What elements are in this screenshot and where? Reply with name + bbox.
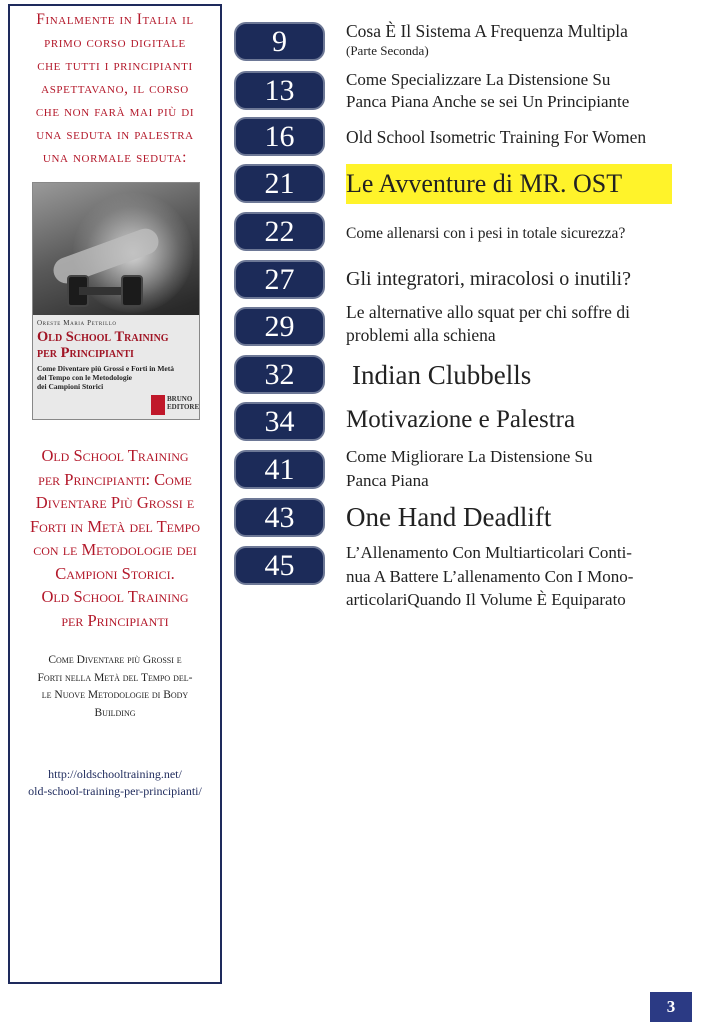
dumbbell-bar bbox=[79, 287, 123, 295]
book-subtitle-line: dei Campioni Storici bbox=[37, 382, 104, 391]
page-number-badge: 3 bbox=[650, 992, 692, 1022]
url-line[interactable]: http://oldschooltraining.net/ bbox=[48, 767, 182, 781]
toc-title[interactable] bbox=[352, 358, 531, 392]
description-line: per Principianti: Come bbox=[38, 469, 192, 489]
promo-line: una seduta in palestra bbox=[36, 126, 194, 143]
dumbbell-icon bbox=[121, 275, 143, 307]
toc-page-number[interactable]: 34 bbox=[234, 402, 325, 441]
description-line: Forti in Metà del Tempo bbox=[29, 516, 201, 536]
book-subtitle-line: del Tempo con le Metodologie bbox=[37, 373, 132, 382]
toc-title-line: Old School Isometric Training For Women bbox=[346, 127, 647, 147]
toc-title-line: problemi alla schiena bbox=[346, 325, 496, 345]
toc-page-number[interactable]: 9 bbox=[234, 22, 325, 61]
toc-title-line: Come Specializzare La Distensione Su bbox=[346, 70, 611, 89]
promo-line: aspettavano, il corso bbox=[41, 80, 189, 97]
toc-page-number[interactable]: 32 bbox=[234, 355, 325, 394]
toc-title[interactable] bbox=[346, 445, 592, 493]
toc-title-line: Le Avventure di MR. OST bbox=[346, 169, 623, 198]
toc-page-number[interactable]: 29 bbox=[234, 307, 325, 346]
toc-title-line: Indian Clubbells bbox=[352, 360, 532, 390]
publisher-logo bbox=[151, 395, 200, 415]
description-line: Old School Training bbox=[41, 446, 189, 465]
description-line: Old School Training bbox=[41, 587, 189, 606]
publisher-name-line: EDITORE bbox=[167, 403, 200, 411]
toc-title-line: Le alternative allo squat per chi soffre di bbox=[346, 302, 630, 322]
toc-title[interactable] bbox=[346, 301, 630, 347]
book-author: Oreste Maria Petrillo bbox=[37, 319, 117, 327]
toc-page-number[interactable]: 41 bbox=[234, 450, 325, 489]
book-small-description bbox=[10, 652, 220, 722]
book-title-line: Old School Training bbox=[37, 329, 169, 345]
toc-title-line: One Hand Deadlift bbox=[346, 502, 552, 532]
toc-title-line: Panca Piana Anche se sei Un Principiante bbox=[346, 92, 630, 111]
url-line[interactable]: old-school-training-per-principianti/ bbox=[28, 784, 202, 798]
book-title-line: per Principianti bbox=[37, 345, 134, 361]
toc-title-line: nua A Battere L’allenamento Con I Mono- bbox=[346, 566, 634, 586]
toc-title-highlighted[interactable] bbox=[346, 164, 672, 204]
publisher-name-line: BRUNO bbox=[167, 395, 193, 403]
toc-page-number[interactable]: 22 bbox=[234, 212, 325, 251]
promo-line: che non farà mai più di bbox=[35, 103, 195, 120]
toc-title[interactable] bbox=[346, 266, 631, 292]
book-subtitle bbox=[37, 364, 195, 391]
toc-page-number[interactable]: 21 bbox=[234, 164, 325, 203]
promo-line: che tutti i principianti bbox=[37, 57, 193, 74]
toc-page-number[interactable]: 13 bbox=[234, 71, 325, 110]
toc-title[interactable] bbox=[346, 126, 646, 148]
promo-line: Finalmente in Italia il bbox=[36, 11, 194, 28]
toc-title[interactable] bbox=[346, 69, 629, 113]
promo-line: una normale seduta: bbox=[42, 149, 188, 166]
toc-title-line: Motivazione e Palestra bbox=[346, 406, 576, 433]
description-line: per Principianti bbox=[61, 610, 169, 630]
book-title bbox=[37, 329, 195, 361]
promo-line: primo corso digitale bbox=[44, 34, 186, 51]
book-cover[interactable] bbox=[32, 182, 200, 420]
toc-page-number[interactable]: 16 bbox=[234, 117, 325, 156]
toc-title-line: Gli integratori, miracolosi o inutili? bbox=[346, 268, 631, 290]
book-url-link[interactable] bbox=[10, 766, 220, 800]
toc-title-line: articolariQuando Il Volume È Equiparato bbox=[346, 590, 626, 609]
small-description-line: Come Diventare più Grossi e bbox=[48, 654, 182, 666]
small-description-line: Forti nella Metà del Tempo del- bbox=[37, 671, 193, 684]
toc-subtitle: (Parte Seconda) bbox=[346, 43, 429, 58]
toc-title[interactable] bbox=[346, 500, 551, 534]
small-description-line: le Nuove Metodologie di Body bbox=[41, 689, 189, 701]
toc-title-line: Panca Piana bbox=[346, 471, 429, 490]
publisher-name bbox=[167, 395, 199, 411]
sidebar-ad bbox=[8, 4, 222, 984]
description-line: Diventare Più Grossi e bbox=[35, 493, 195, 512]
book-description bbox=[10, 444, 220, 632]
toc-title-line: Come Migliorare La Distensione Su bbox=[346, 447, 593, 466]
toc-title[interactable] bbox=[346, 541, 633, 612]
toc-title-line: Cosa È Il Sistema A Frequenza Multipla bbox=[346, 21, 628, 41]
toc-page-number[interactable]: 27 bbox=[234, 260, 325, 299]
toc-page-number[interactable]: 43 bbox=[234, 498, 325, 537]
toc-title[interactable] bbox=[346, 21, 628, 42]
toc-title[interactable] bbox=[346, 404, 575, 436]
promo-text bbox=[10, 6, 220, 169]
publisher-mark-icon bbox=[151, 395, 165, 415]
description-line: con le Metodologie dei bbox=[33, 540, 197, 559]
toc-title[interactable] bbox=[346, 224, 625, 244]
toc-page-number[interactable]: 45 bbox=[234, 546, 325, 585]
toc-title-line: L’Allenamento Con Multiarticolari Conti- bbox=[346, 543, 632, 562]
description-line: Campioni Storici. bbox=[55, 563, 175, 583]
small-description-line: Building bbox=[94, 706, 136, 719]
book-subtitle-line: Come Diventare più Grossi e Forti in Metà bbox=[37, 364, 174, 373]
cover-text-panel bbox=[33, 315, 199, 420]
toc-title-line: Come allenarsi con i pesi in totale sicurezza? bbox=[346, 225, 626, 242]
